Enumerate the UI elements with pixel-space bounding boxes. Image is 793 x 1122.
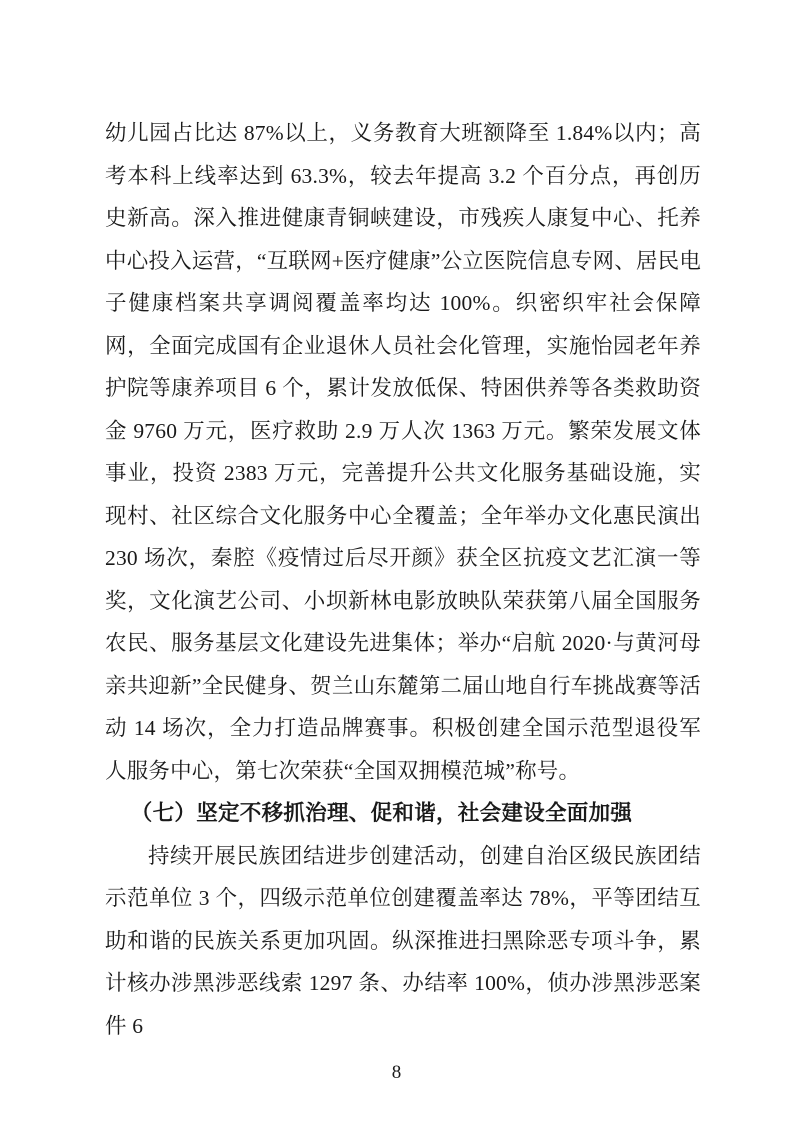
page-number: 8 xyxy=(391,1062,402,1083)
section-heading: （七）坚定不移抓治理、促和谐，社会建设全面加强 xyxy=(130,801,633,825)
paragraph-body: 持续开展民族团结进步创建活动，创建自治区级民族团结示范单位 3 个，四级示范单位创建覆盖率达 78%，平等团结互助和谐的民族关系更加巩固。纵深推进扫黑除恶专项斗争，累计核办涉黑涉恶线索 1297 条、办结率 100%，侦办涉黑涉恶案件 6 xyxy=(105,843,701,1038)
document-body xyxy=(105,112,701,1047)
paragraph-continuation: 幼儿园占比达 87%以上，义务教育大班额降至 1.84%以内；高考本科上线率达到 63.3%，较去年提高 3.2 个百分点，再创历史新高。深入推进健康青铜峡建设，市残疾人康复中心、托养中心投入运营，“互联网+医疗健康”公立医院信息专网、居民电子健康档案共享调阅覆盖率均达 100%。织密织牢社会保障网，全面完成国有企业退休人员社会化管理，实施怡园老年养护院等康养项目 6 个，累计发放低保、特困供养等各类救助资金 9760 万元，医疗救助 2.9 万人次 1363 万元。繁荣发展文体事业，投资 2383 万元，完善提升公共文化服务基础设施，实现村、社区综合文化服务中心全覆盖；全年举办文化惠民演出 230 场次，秦腔《疫情过后尽开颜》获全区抗疫文艺汇演一等奖，文化演艺公司、小坝新林电影放映队荣获第八届全国服务农民、服务基层文化建设先进集体；举办“启航 2020·与黄河母亲共迎新”全民健身、贺兰山东麓第二届山地自行车挑战赛等活动 14 场次，全力打造品牌赛事。积极创建全国示范型退役军人服务中心，第七次荣获“全国双拥模范城”称号。 xyxy=(105,121,702,783)
